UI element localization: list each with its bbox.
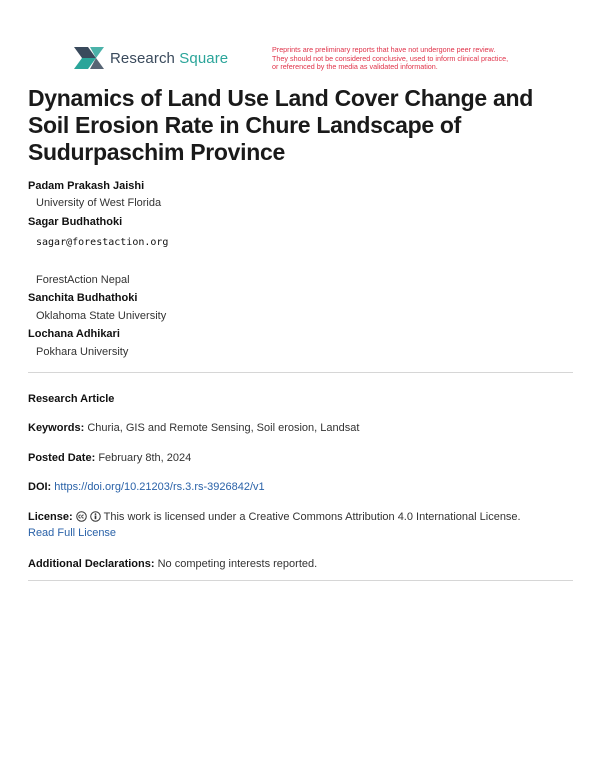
read-full-license-link[interactable]: Read Full License	[28, 527, 117, 539]
keywords-row	[28, 420, 573, 436]
declarations-value: No competing interests reported.	[157, 558, 318, 570]
disclaimer-line: They should not be considered conclusive, used to inform clinical practice,	[272, 53, 509, 63]
license-text: This work is licensed under a Creative Commons Attribution 4.0 International License.	[103, 511, 521, 523]
disclaimer-line: Preprints are preliminary reports that have not undergone peer review.	[272, 45, 496, 54]
divider	[28, 372, 573, 373]
author-name: Sagar Budhathoki	[28, 216, 123, 228]
author-name: Sanchita Budhathoki	[28, 292, 138, 304]
author-affiliation: University of West Florida	[36, 197, 162, 209]
attribution-icon	[90, 511, 101, 522]
disclaimer-line: or referenced by the media as validated information.	[272, 62, 438, 72]
keywords-label: Keywords:	[28, 422, 85, 434]
license-label: License:	[28, 511, 73, 523]
research-square-logo[interactable]	[74, 47, 228, 69]
posted-date-row	[28, 450, 573, 466]
declarations-row	[28, 556, 573, 572]
keywords-value: Churia, GIS and Remote Sensing, Soil erosion, Landsat	[87, 422, 360, 434]
brand-name: Research Square	[110, 49, 229, 67]
preprint-disclaimer	[272, 46, 542, 72]
author-affiliation: Pokhara University	[36, 346, 129, 358]
doi-link[interactable]: https://doi.org/10.21203/rs.3.rs-3926842/v1	[54, 481, 265, 493]
doi-label: DOI:	[28, 481, 52, 493]
article-type	[28, 391, 573, 407]
divider	[28, 580, 573, 581]
author-affiliation: ForestAction Nepal	[36, 274, 130, 286]
doi-row	[28, 479, 573, 495]
research-square-logo-icon	[74, 47, 104, 69]
posted-date-label: Posted Date:	[28, 452, 96, 464]
author-email[interactable]: sagar@forestaction.org	[36, 237, 169, 248]
declarations-label: Additional Declarations:	[28, 558, 155, 570]
license-row	[28, 509, 573, 541]
author-affiliation: Oklahoma State University	[36, 310, 167, 322]
author-name: Padam Prakash Jaishi	[28, 180, 145, 192]
article-type-label: Research Article	[28, 393, 115, 405]
author-name: Lochana Adhikari	[28, 328, 120, 340]
paper-title: Dynamics of Land Use Land Cover Change and Soil Erosion Rate in Chure Landscape of Sudurpaschim Province	[28, 85, 534, 165]
posted-date-value: February 8th, 2024	[98, 452, 192, 464]
creative-commons-icon	[76, 511, 87, 522]
